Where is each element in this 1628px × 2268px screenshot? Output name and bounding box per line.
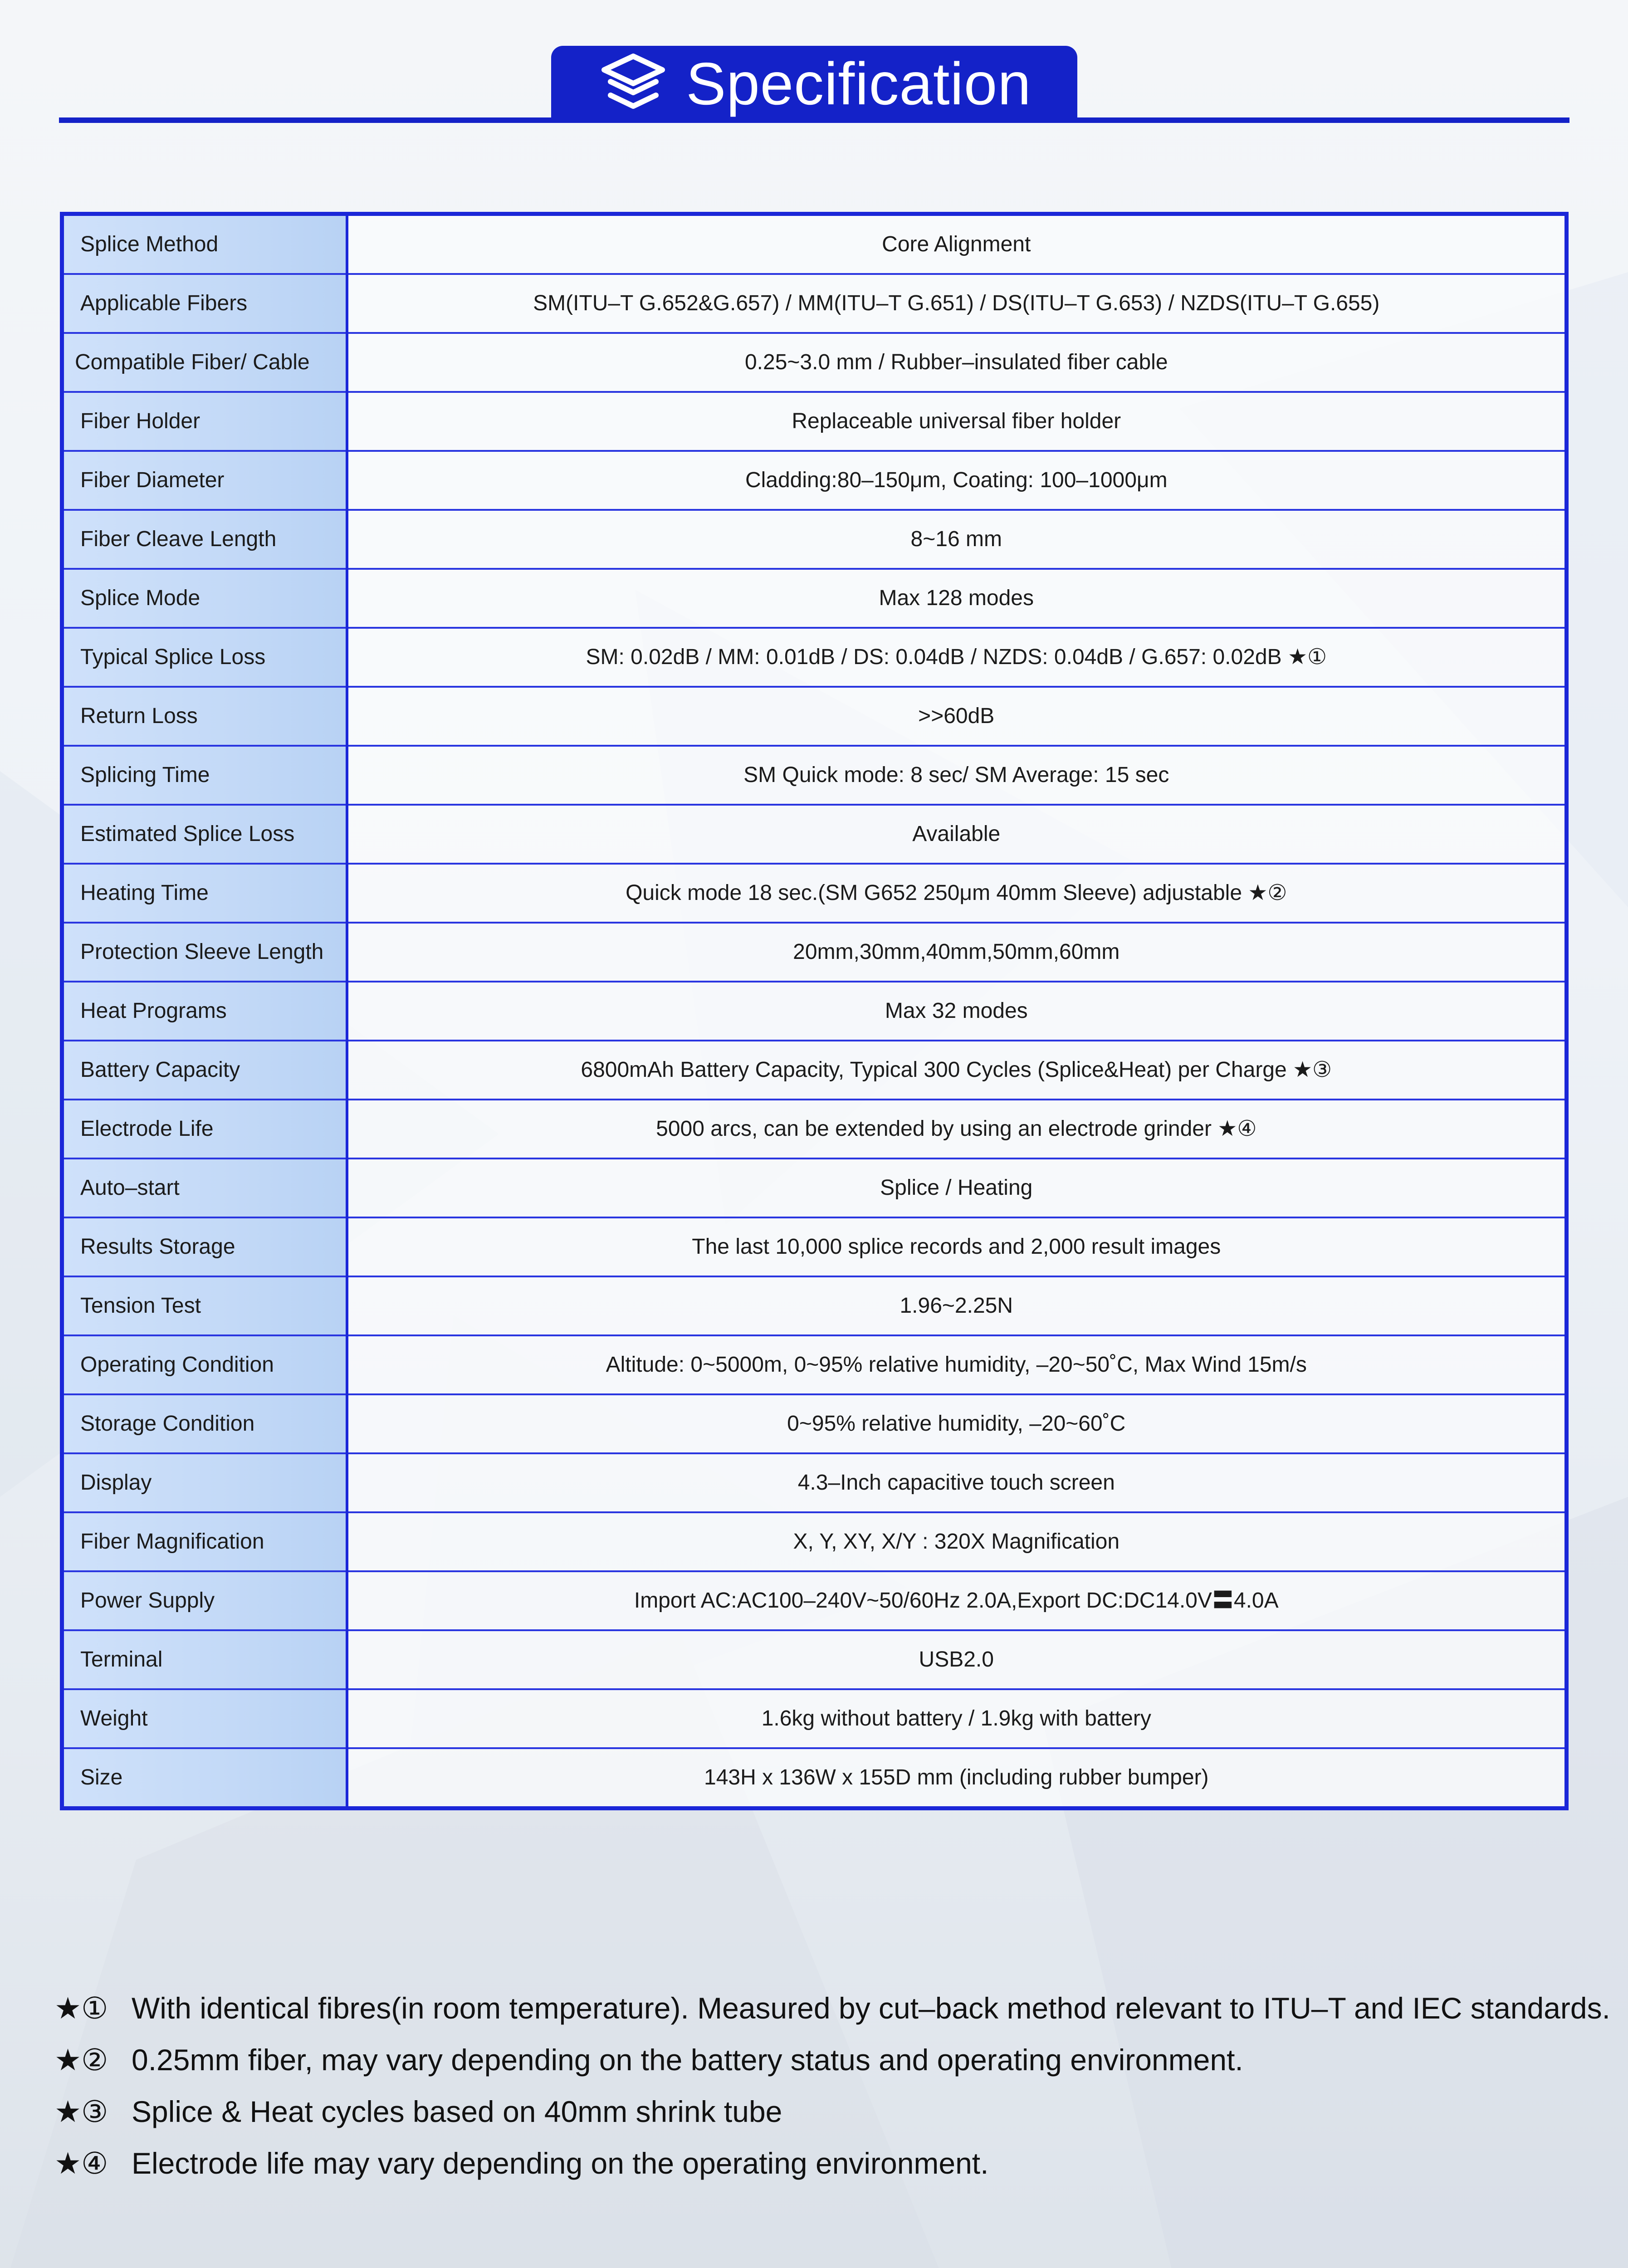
table-row [62,805,1567,864]
spec-value: Max 32 modes [347,982,1567,1041]
spec-value: 20mm,30mm,40mm,50mm,60mm [347,923,1567,982]
spec-value: X, Y, XY, X/Y : 320X Magnification [347,1512,1567,1571]
table-row [62,1217,1567,1276]
table-row [62,274,1567,333]
spec-value: 1.6kg without battery / 1.9kg with battery [347,1689,1567,1748]
layers-icon [597,50,670,118]
spec-value: Quick mode 18 sec.(SM G652 250μm 40mm Sleeve) adjustable ★② [347,864,1567,923]
footnote-mark: ★④ [54,2146,108,2180]
spec-value: Import AC:AC100–240V~50/60Hz 2.0A,Export DC:DC14.0V〓4.0A [347,1571,1567,1630]
footnote-mark: ★③ [54,2094,108,2128]
spec-value: 0.25~3.0 mm / Rubber–insulated fiber cable [347,333,1567,392]
table-row [62,392,1567,451]
spec-table [60,212,1569,1810]
spec-value: The last 10,000 splice records and 2,000 result images [347,1217,1567,1276]
spec-value: 6800mAh Battery Capacity, Typical 300 Cycles (Splice&Heat) per Charge ★③ [347,1041,1567,1100]
spec-value: 0~95% relative humidity, –20~60˚C [347,1394,1567,1453]
spec-label: Typical Splice Loss [62,628,347,687]
spec-label: Fiber Cleave Length [62,510,347,569]
spec-label: Splice Method [62,214,347,274]
spec-value: >>60dB [347,687,1567,746]
spec-value: Cladding:80–150μm, Coating: 100–1000μm [347,451,1567,510]
header-tab [551,46,1077,122]
spec-label: Operating Condition [62,1335,347,1394]
spec-label: Splice Mode [62,569,347,628]
footnote [54,2034,1588,2086]
spec-label: Compatible Fiber/ Cable [62,333,347,392]
table-row [62,1276,1567,1335]
spec-value: 1.96~2.25N [347,1276,1567,1335]
spec-value: Max 128 modes [347,569,1567,628]
table-row [62,746,1567,805]
spec-value: 8~16 mm [347,510,1567,569]
table-row [62,1100,1567,1158]
spec-label: Fiber Magnification [62,1512,347,1571]
spec-label: Power Supply [62,1571,347,1630]
spec-label: Results Storage [62,1217,347,1276]
page-title: Specification [686,50,1032,117]
footnotes [54,1982,1610,2189]
table-row [62,510,1567,569]
table-row [62,923,1567,982]
table-row [62,1335,1567,1394]
spec-value: Replaceable universal fiber holder [347,392,1567,451]
spec-label: Tension Test [62,1276,347,1335]
footnote-mark: ★① [54,1991,108,2025]
table-row [62,1453,1567,1512]
footnote-text: With identical fibres(in room temperature). Measured by cut–back method relevant to ITU–T and IEC standards. [132,1991,1610,2025]
spec-label: Heating Time [62,864,347,923]
spec-value: 143H x 136W x 155D mm (including rubber bumper) [347,1748,1567,1809]
table-row [62,569,1567,628]
footnote-mark: ★② [54,2043,108,2077]
spec-label: Weight [62,1689,347,1748]
spec-label: Heat Programs [62,982,347,1041]
spec-label: Size [62,1748,347,1809]
spec-label: Battery Capacity [62,1041,347,1100]
table-row [62,1571,1567,1630]
table-row [62,333,1567,392]
spec-value: SM(ITU–T G.652&G.657) / MM(ITU–T G.651) / DS(ITU–T G.653) / NZDS(ITU–T G.655) [347,274,1567,333]
spec-value: Core Alignment [347,214,1567,274]
spec-label: Terminal [62,1630,347,1689]
table-row [62,1394,1567,1453]
spec-label: Fiber Holder [62,392,347,451]
spec-label: Protection Sleeve Length [62,923,347,982]
spec-label: Splicing Time [62,746,347,805]
table-row [62,214,1567,274]
spec-value: 4.3–Inch capacitive touch screen [347,1453,1567,1512]
spec-value: Splice / Heating [347,1158,1567,1217]
table-row [62,982,1567,1041]
spec-label: Electrode Life [62,1100,347,1158]
spec-label: Fiber Diameter [62,451,347,510]
footnote-text: Electrode life may vary depending on the operating environment. [132,2146,989,2180]
footnote [54,2137,1588,2189]
footnote [54,1982,1610,2034]
spec-value: Available [347,805,1567,864]
table-row [62,1041,1567,1100]
spec-label: Applicable Fibers [62,274,347,333]
spec-value: 5000 arcs, can be extended by using an electrode grinder ★④ [347,1100,1567,1158]
spec-label: Auto–start [62,1158,347,1217]
spec-label: Display [62,1453,347,1512]
table-row [62,864,1567,923]
spec-value: Altitude: 0~5000m, 0~95% relative humidity, –20~50˚C, Max Wind 15m/s [347,1335,1567,1394]
spec-label: Estimated Splice Loss [62,805,347,864]
table-row [62,1748,1567,1809]
table-row [62,687,1567,746]
footnote-text: 0.25mm fiber, may vary depending on the battery status and operating environment. [132,2043,1243,2077]
spec-value: SM: 0.02dB / MM: 0.01dB / DS: 0.04dB / NZDS: 0.04dB / G.657: 0.02dB ★① [347,628,1567,687]
table-row [62,1689,1567,1748]
table-row [62,1630,1567,1689]
spec-value: SM Quick mode: 8 sec/ SM Average: 15 sec [347,746,1567,805]
spec-label: Storage Condition [62,1394,347,1453]
spec-value: USB2.0 [347,1630,1567,1689]
spec-label: Return Loss [62,687,347,746]
footnote [54,2086,1588,2137]
table-row [62,628,1567,687]
table-row [62,1512,1567,1571]
table-row [62,451,1567,510]
footnote-text: Splice & Heat cycles based on 40mm shrink tube [132,2095,782,2128]
table-row [62,1158,1567,1217]
